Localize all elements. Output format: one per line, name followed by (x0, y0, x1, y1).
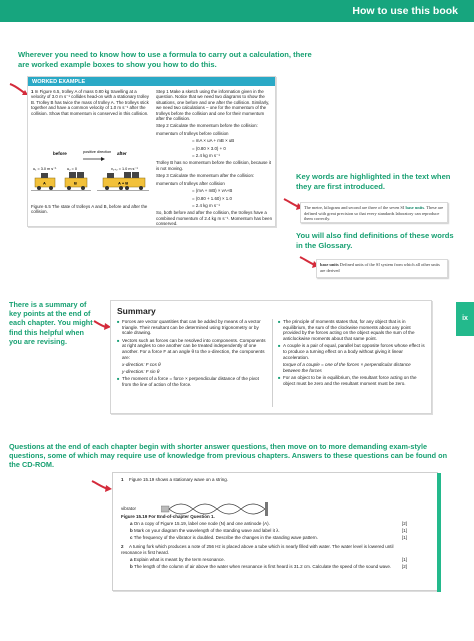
key-word-highlight: base units (405, 205, 425, 210)
summary-box (110, 300, 432, 414)
q1a-marks: [2] (401, 521, 407, 527)
step-1: Step 1 Make a sketch using the information given in the question. Notice that we need two diagrams to show the situations, one before and one after the collision. Similarly, we need two calculations – one for the momentum of the trolleys before the collision and one for their momentum after the collision. (156, 89, 270, 122)
q1c-text: The frequency of the vibrator is doubled. Describe the changes in the standing wave pattern. (133, 535, 318, 541)
summary-item: ■ The principle of moments states that, for any object that is in equilibrium, the sum of the clockwise moments about any point provided by the forces acting on the object equals the sum of the anticlockwise moments about that same point. (278, 319, 428, 342)
key-word-sample-card (300, 202, 448, 223)
trolley-ab-label: A + B (118, 180, 129, 186)
q2-text: A tuning fork which produces a note of 256 Hz is placed above a tube which is nearly filled with water. The water level is lowered until resonance is first heard. (121, 543, 394, 555)
summary-sub-item: x-direction: F cos θ (122, 361, 161, 367)
summary-divider (272, 319, 273, 407)
key-words-heading: Key words are highlighted in the text when they are first introduced. (296, 172, 451, 191)
step-2-line: momentum of trolleys before collision (156, 130, 229, 136)
step-3-eq-2: = (0.80 + 1.60) × 1.0 (192, 195, 232, 201)
q2a-label: a (130, 556, 133, 562)
trolley-a-mass (41, 173, 48, 178)
questions-arrow-icon (90, 478, 114, 494)
q2b-text: The length of the column of air above the water when resonance is first heard is 31.2 cm. Calculate the speed of the sound wave. (134, 563, 392, 569)
questions-accent-bar (437, 473, 441, 592)
diagram-after-label: after (117, 151, 127, 156)
question-text: In Figure 6.5, trolley A of mass 0.80 kg travelling at a velocity of 3.0 m s⁻¹ collides head-on with a stationary trolley B. Trolley B has twice the mass of trolley A. The trolleys stick together and have a common velocity of 1.0 m s⁻¹ after the collision. Show that momentum is conserved in this collision. (31, 89, 149, 116)
header-title: How to use this book (352, 5, 458, 17)
summary-item: ■ A couple is a pair of equal, parallel but opposite forces whose effect is to produce a turning effect on a body without giving it linear acceleration. (278, 343, 428, 360)
worked-example-box (27, 76, 276, 227)
step-2-eq-1: = mA × uA + mB × uB (192, 138, 235, 144)
summary-item: ■ The moment of a force = force × perpendicular distance of the pivot from the line of action of the force. (117, 376, 267, 387)
summary-item: ■ For an object to be in equilibrium, the resultant force acting on the object must be zero and the resultant moment must be zero. (278, 375, 428, 386)
q1a-text: On a copy of Figure 15.19, label one node (N) and one antinode (A). (133, 521, 270, 527)
velocity-b-label: u₂ = 0 (67, 167, 78, 171)
summary-intro: There is a summary of key points at the end of each chapter. You might find this helpful when you are revising. (9, 300, 93, 346)
glossary-definition: Defined units of the SI system from which all other units are derived (320, 262, 440, 273)
questions-content (121, 477, 411, 571)
q2a-text: Explain what is meant by the term resonance. (133, 556, 225, 562)
key-word-text-before: The metre, kilogram and second are three of the seven SI (304, 205, 406, 210)
question-number: 1 (31, 89, 34, 94)
diagram-direction-label: positive direction (83, 150, 112, 154)
figure-caption: Figure 6.5 The state of trolleys A and B, before and after the collision. (31, 204, 148, 215)
q1b-label: b (130, 528, 133, 534)
q1c-marks: [1] (401, 535, 407, 541)
summary-title: Summary (117, 306, 156, 316)
summary-right-column (278, 319, 428, 388)
summary-item: ■ Forces are vector quantities that can be added by means of a vector triangle. Their resultant can be determined using trigonometry or by scale drawing. (117, 319, 267, 336)
summary-item: ■ Vectors such as forces can be resolved into components. Components at right angles to one another can be treated independently of one another. For a force F at an angle θ to the x-direction, the components are: (117, 338, 267, 361)
q2b-marks: [2] (401, 563, 407, 569)
q1-caption: Figure 15.19 For End-of-chapter Question 1. (121, 514, 215, 520)
worked-example-steps (156, 89, 273, 229)
stationary-wave-diagram (161, 496, 281, 522)
velocity-after-label: v₁₊₂ = 1.0 m s⁻¹ (111, 167, 138, 171)
step-3: Step 3 Calculate the momentum after the collision: (156, 173, 255, 179)
trolley-diagram (31, 148, 149, 200)
page-tab: ix (456, 302, 474, 336)
glossary-sample-card (316, 259, 448, 278)
q2-number: 2 (121, 543, 124, 549)
step-2-eq-2: = (0.80 × 3.0) + 0 (192, 145, 226, 151)
velocity-a-label: u₁ = 3.0 m s⁻¹ (33, 167, 57, 171)
step-2-note: Trolley B has no momentum before the collision, because it is not moving. (156, 160, 272, 171)
q2a-marks: [1] (401, 556, 407, 562)
q1-text: Figure 15.19 shows a stationary wave on a string. (129, 477, 229, 482)
glossary-term: base units (320, 262, 339, 267)
worked-example-label: WORKED EXAMPLE (28, 77, 275, 86)
questions-box (112, 472, 438, 591)
q1-number: 1 (121, 477, 124, 482)
step-conclusion: So, both before and after the collision, the trolleys have a combined momentum of 2.4 kg m s⁻¹. Momentum has been conserved. (156, 210, 273, 227)
q1c-label: c (130, 535, 133, 541)
summary-arrow-icon (92, 318, 112, 332)
diagram-before-label: before (53, 151, 67, 156)
questions-intro: Questions at the end of each chapter begin with shorter answer questions, then move on to more demanding exam-style questions, some of which may require use of knowledge from previous chapters. Answers to these questions can be found on the CD-ROM. (9, 442, 448, 470)
step-2: Step 2 Calculate the momentum before the collision: (156, 123, 258, 129)
q1b-marks: [1] (401, 528, 407, 534)
header-bar (0, 0, 474, 22)
step-2-eq-3: = 2.4 kg m s⁻¹ (192, 153, 220, 159)
summary-sub-item: y-direction: F sin θ (122, 369, 160, 375)
summary-left-column (117, 319, 267, 389)
step-3-eq-3: = 2.4 kg m s⁻¹ (192, 202, 220, 208)
trolley-a-label: A (43, 180, 46, 186)
step-3-line: momentum of trolleys after collision (156, 180, 225, 186)
vibrator-label: vibrator (121, 506, 137, 512)
key-word-text-after: . These are defined with great precision so that every standards laboratory can reproduce them correctly. (304, 205, 444, 221)
trolley-b-label: B (74, 180, 77, 186)
glossary-heading: You will also find definitions of these words in the Glossary. (296, 231, 454, 250)
q1b-text: Mark on your diagram the wavelength of the standing wave and label it λ. (134, 528, 280, 534)
summary-sub-item: torque of a couple = one of the forces × perpendicular distance between the forces (283, 361, 411, 373)
worked-example-intro: Wherever you need to know how to use a formula to carry out a calculation, there are worked example boxes to show you how to do this. (18, 50, 312, 69)
q2b-label: b (130, 563, 133, 569)
worked-example-question (31, 89, 149, 118)
q1a-label: a (130, 521, 133, 527)
step-3-eq-1: = (mA + mB) × vA+B (192, 188, 233, 194)
